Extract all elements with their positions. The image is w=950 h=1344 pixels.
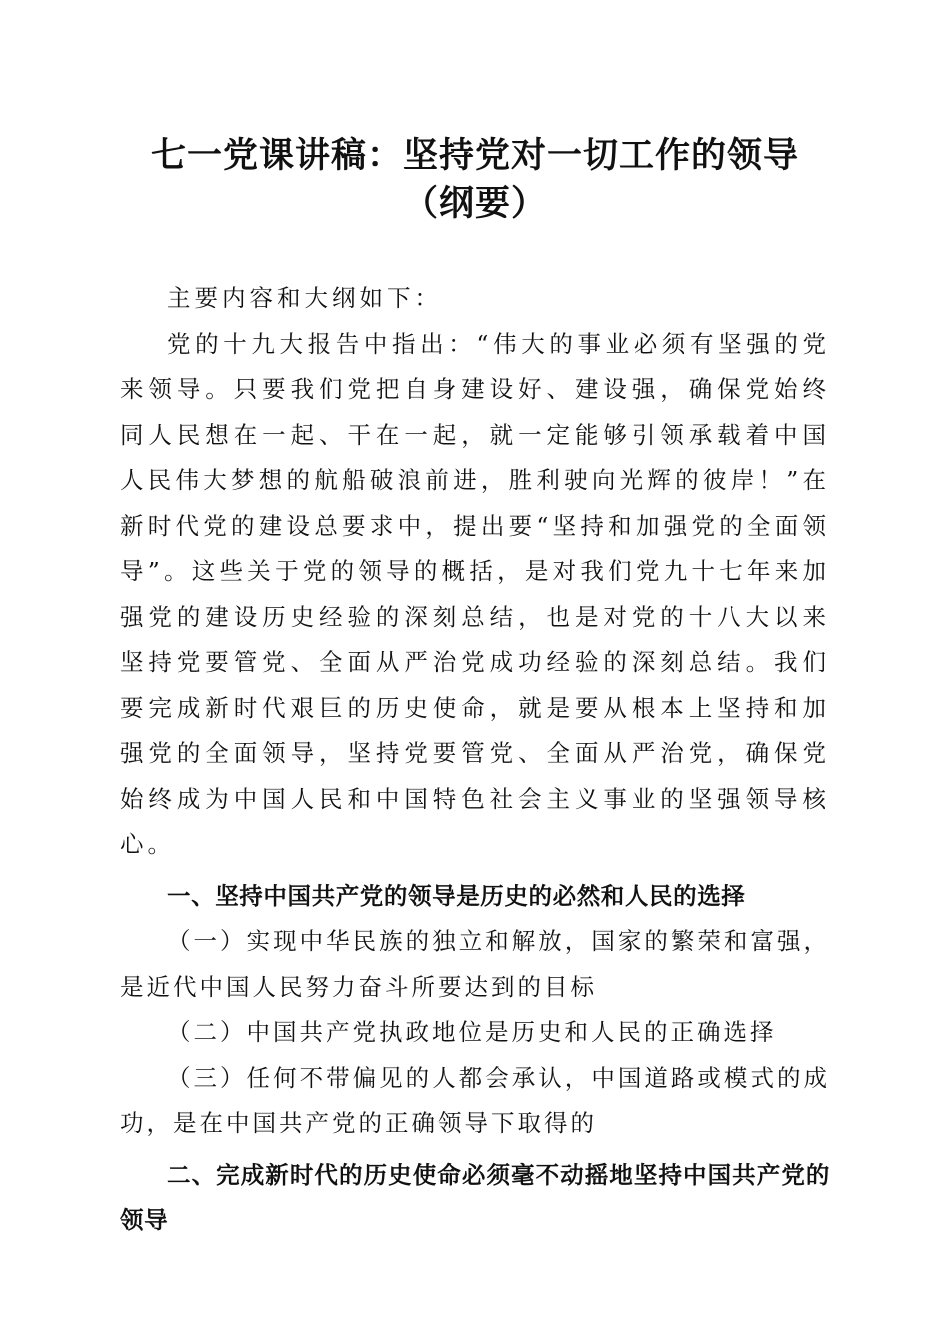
subsection-1-2: （二）中国共产党执政地位是历史和人民的正确选择: [167, 1018, 777, 1046]
subsection-1-3: （三）任何不带偏见的人都会承认，中国道路或模式的成功，是在中国共产党的正确领导下取得的: [120, 1063, 830, 1137]
subsection-1-1: （一）实现中华民族的独立和解放，国家的繁荣和富强，是近代中国人民努力奋斗所要达到的目标: [120, 927, 830, 1001]
document-title: 七一党课讲稿：坚持党对一切工作的领导（纲要）: [150, 135, 799, 224]
intro-paragraph: 主要内容和大纲如下：: [167, 284, 442, 312]
body-paragraph: 党的十九大报告中指出：“伟大的事业必须有坚强的党来领导。只要我们党把自身建设好、建设强，确保党始终同人民想在一起、干在一起，就一定能够引领承载着中国人民伟大梦想的航船破浪前进，胜利驶向光辉的彼岸！”在新时代党的建设总要求中，提出要“坚持和加强党的全面领导”。这些关于党的领导的概括，是对我们党九十七年来加强党的建设历史经验的深刻总结，也是对党的十八大以来坚持党要管党、全面从严治党成功经验的深刻总结。我们要完成新时代艰巨的历史使命，就是要从根本上坚持和加强党的全面领导，坚持党要管党、全面从严治党，确保党始终成为中国人民和中国特色社会主义事业的坚强领导核心。: [120, 329, 830, 858]
section-heading-1: 一、坚持中国共产党的领导是历史的必然和人民的选择: [167, 881, 746, 910]
document-body: [120, 276, 830, 1244]
section-heading-2: 二、完成新时代的历史使命必须毫不动摇地坚持中国共产党的领导: [120, 1160, 830, 1234]
